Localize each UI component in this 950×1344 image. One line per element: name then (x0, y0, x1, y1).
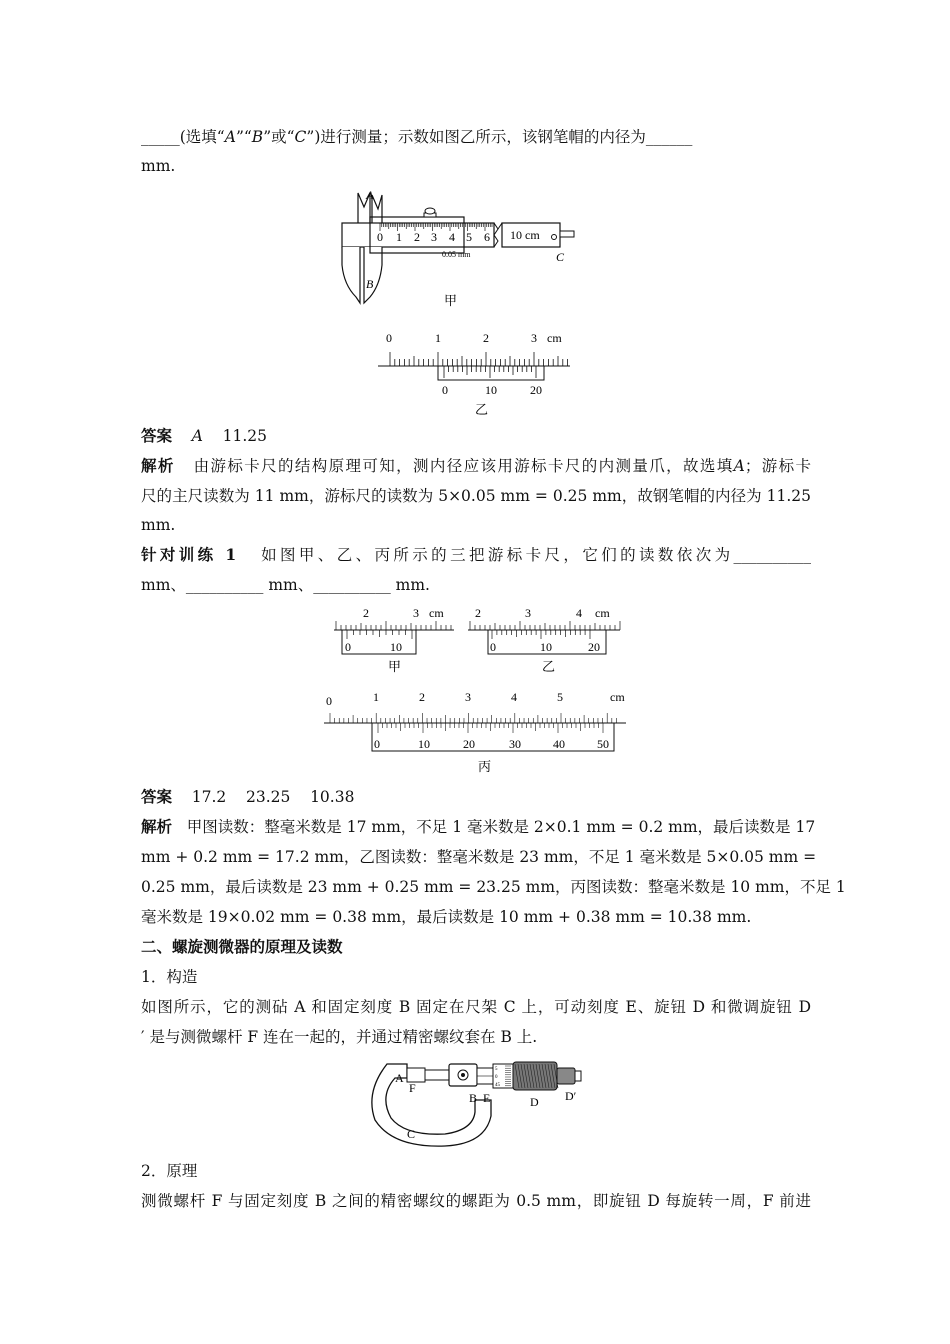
mic-label-A: A (395, 1071, 404, 1085)
figure-caliper-jia (330, 185, 590, 310)
section-heading: 二、螺旋测微器的原理及读数 (141, 937, 343, 956)
mic-label-Dprime: D′ (565, 1089, 577, 1103)
c-bing-main-3: 3 (465, 690, 471, 704)
c-bing-main-1: 1 (373, 690, 379, 704)
subheading-principle: 2．原理 (141, 1162, 198, 1180)
yi-vernier-0: 0 (442, 383, 448, 397)
c-bing-vern-30: 30 (509, 737, 521, 751)
jia-digit-2: 2 (414, 230, 420, 244)
analysis-1-line-2: 尺的主尺读数为 11 mm，游标尺的读数为 5×0.05 mm = 0.25 mm，故钢笔帽的内径为 11.25 (141, 487, 811, 505)
c-jia-main-3: 3 (413, 606, 419, 620)
c-jia-vern-10: 10 (390, 640, 402, 654)
structure-line-1: 如图所示，它的测砧 A 和固定刻度 B 固定在尺架 C 上，可动刻度 E、旋钮 D 和微调旋钮 D (141, 998, 811, 1016)
yi-main-0: 0 (386, 331, 392, 345)
analysis-1-line-3: mm. (141, 516, 176, 534)
mic-label-F: F (409, 1081, 416, 1095)
training-1-line-2: mm、__________ mm、__________ mm. (141, 576, 430, 594)
analysis-2-line-1: 解析 甲图读数：整毫米数是 17 mm，不足 1 毫米数是 2×0.1 mm = 0.2 mm，最后读数是 17 (141, 817, 816, 836)
answer-2: 答案 17.2 23.25 10.38 (141, 787, 355, 806)
c-bing-main-5: 5 (557, 690, 563, 704)
c-bing-caption: 丙 (478, 759, 492, 774)
jia-label-A: A (366, 188, 374, 202)
c-jia-vern-0: 0 (345, 640, 351, 654)
c-bing-main-2: 2 (419, 690, 425, 704)
c-yi-main-2: 2 (475, 606, 481, 620)
mic-label-C: C (407, 1127, 416, 1141)
thimble-digit-45: 45 (495, 1083, 500, 1088)
c-yi-vern-20: 20 (588, 640, 600, 654)
jia-digit-5: 5 (466, 230, 472, 244)
yi-main-3: 3 (531, 331, 537, 345)
c-yi-caption: 乙 (542, 659, 556, 674)
jia-end-label: 10 cm (510, 228, 540, 242)
jia-digit-3: 3 (431, 230, 437, 244)
c-bing-main-0: 0 (326, 694, 332, 708)
training-1-line-1: 针对训练 1 如图甲、乙、丙所示的三把游标卡尺，它们的读数依次为__________ (141, 545, 811, 564)
figure-micrometer (365, 1056, 590, 1148)
answer-blank: __________ (185, 576, 264, 594)
thimble-digit-0: 0 (495, 1075, 498, 1080)
figure-vernier-yi (372, 328, 582, 418)
jia-precision: 0.05 mm (442, 250, 471, 259)
jia-digit-4: 4 (449, 230, 455, 244)
thimble-digit-5: 5 (495, 1067, 498, 1072)
c-bing-vern-0: 0 (374, 737, 380, 751)
mic-label-B: B (469, 1091, 478, 1105)
jia-label-C: C (556, 250, 565, 264)
mic-label-E: E (483, 1091, 491, 1105)
c-jia-caption: 甲 (388, 659, 402, 674)
answer-blank: __________ (733, 546, 811, 564)
principle-line-1: 测微螺杆 F 与固定刻度 B 之间的精密螺纹的螺距为 0.5 mm，即旋钮 D 每旋转一周，F 前进 (141, 1192, 811, 1210)
c-jia-unit: cm (429, 606, 444, 620)
jia-digit-0: 0 (377, 230, 383, 244)
c-bing-vern-10: 10 (418, 737, 430, 751)
jia-digit-1: 1 (396, 230, 402, 244)
analysis-2-line-4: 毫米数是 19×0.02 mm = 0.38 mm，最后读数是 10 mm + 0.38 mm = 10.38 mm. (141, 908, 752, 926)
yi-vernier-10: 10 (485, 383, 497, 397)
answer-blank: ______ (645, 128, 693, 146)
c-bing-vern-40: 40 (553, 737, 565, 751)
yi-unit: cm (547, 331, 562, 345)
c-yi-main-4: 4 (576, 606, 582, 620)
structure-line-2: ′ 是与测微螺杆 F 连在一起的，并通过精密螺纹套在 B 上. (141, 1028, 538, 1046)
caliper-yi (468, 606, 620, 674)
answer-1: 答案 A 11.25 (141, 426, 268, 445)
yi-main-2: 2 (483, 331, 489, 345)
c-yi-vern-10: 10 (540, 640, 552, 654)
analysis-2-line-2: mm + 0.2 mm = 17.2 mm，乙图读数：整毫米数是 23 mm，不足 1 毫米数是 5×0.05 mm = (141, 848, 817, 866)
yi-caption: 乙 (475, 402, 489, 417)
c-bing-vern-20: 20 (463, 737, 475, 751)
question-line-1: _____(选填“A”“B”或“C”)进行测量；示数如图乙所示，该钢笔帽的内径为______ (141, 128, 693, 146)
answer-blank: _____ (141, 128, 180, 146)
jia-digit-6: 6 (484, 230, 490, 244)
analysis-2-line-3: 0.25 mm，最后读数是 23 mm + 0.25 mm = 23.25 mm，丙图读数：整毫米数是 10 mm，不足 1 (141, 878, 846, 896)
c-yi-vern-0: 0 (490, 640, 496, 654)
caliper-bing (324, 690, 626, 774)
c-yi-main-3: 3 (525, 606, 531, 620)
yi-vernier-20: 20 (530, 383, 542, 397)
yi-main-1: 1 (435, 331, 441, 345)
c-yi-unit: cm (595, 606, 610, 620)
caliper-jia (334, 606, 454, 674)
answer-blank: __________ (313, 576, 391, 594)
c-jia-main-2: 2 (363, 606, 369, 620)
analysis-1-line-1: 解析 由游标卡尺的结构原理可知，测内径应该用游标卡尺的内测量爪，故选填A；游标卡 (141, 456, 811, 475)
c-bing-vern-50: 50 (597, 737, 609, 751)
jia-caption: 甲 (444, 293, 458, 308)
subheading-structure: 1．构造 (141, 968, 198, 986)
jia-label-B: B (366, 277, 374, 291)
figure-three-calipers (326, 603, 630, 775)
mic-label-D: D (530, 1095, 539, 1109)
c-bing-main-4: 4 (511, 690, 517, 704)
c-bing-unit: cm (610, 690, 625, 704)
question-line-2: mm. (141, 157, 176, 175)
